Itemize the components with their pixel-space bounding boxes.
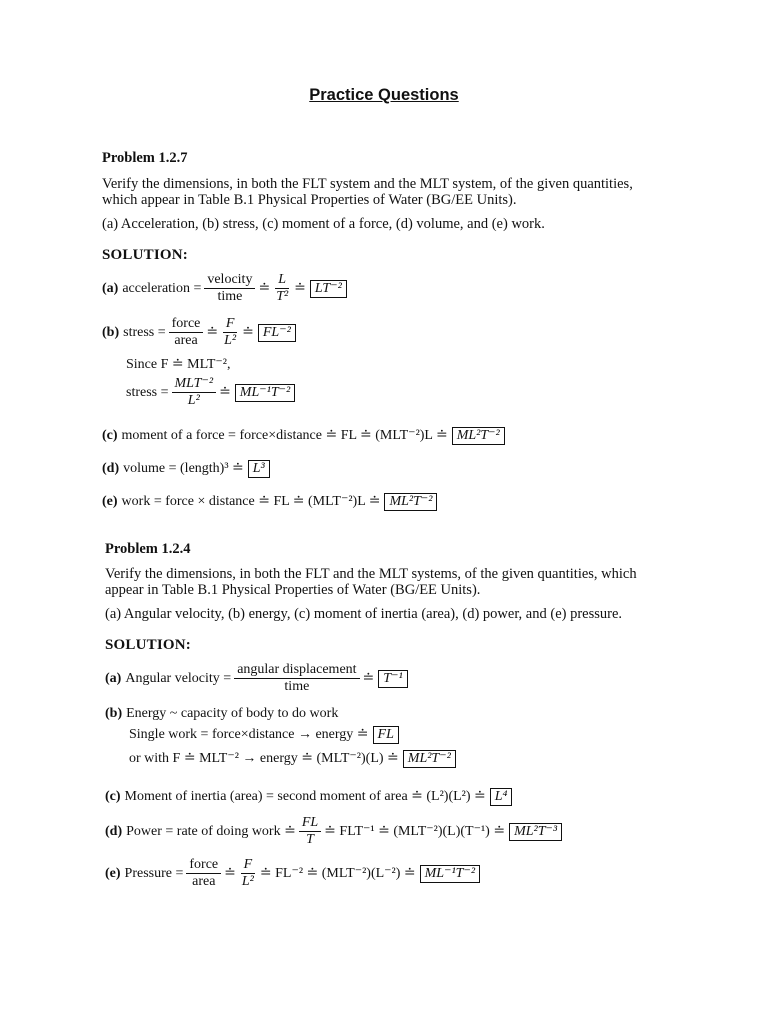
- solution-c: [105, 788, 512, 806]
- solution-e: [102, 493, 437, 511]
- result-box: ML²T⁻²: [384, 493, 437, 511]
- solution-b-since: Since F ≐ MLT⁻²,: [126, 357, 231, 372]
- result-box: ML²T⁻³: [509, 823, 562, 841]
- equation-expression: moment of a force = force×distance ≐ FL ≐ (MLT⁻²)L ≐: [121, 428, 448, 443]
- equation-lhs: stress =: [123, 324, 166, 340]
- result-box: ML⁻¹T⁻²: [420, 865, 480, 883]
- page-title: Practice Questions: [309, 86, 459, 104]
- equation-lhs: acceleration =: [122, 280, 202, 296]
- equation-expression: ≐ FL⁻² ≐ (MLT⁻²)(L⁻²) ≐: [259, 865, 416, 881]
- problem-heading: Problem 1.2.4: [105, 541, 191, 557]
- problem-statement: Verify the dimensions, in both the FLT and the MLT systems, of the given quantities, which appear in Table B.1 Physical Properties of Water (BG/EE Units).: [105, 566, 637, 598]
- equation-lhs: Power = rate of doing work ≐: [126, 823, 296, 839]
- result-box: ML²T⁻²: [403, 750, 456, 768]
- equation-expression: volume = (length)³ ≐: [123, 461, 244, 476]
- part-label: (a): [105, 670, 122, 686]
- part-label: (a): [102, 280, 119, 296]
- solution-heading: SOLUTION:: [102, 247, 188, 263]
- solution-d: [105, 816, 562, 847]
- fraction: $\frac{\text{MLT⁻²}}{\text{L²}}$: [172, 377, 217, 408]
- part-label: (e): [102, 494, 118, 509]
- equation-lhs: Pressure =: [124, 865, 184, 881]
- result-box: ML²T⁻²: [452, 427, 505, 445]
- result-box: FL: [373, 726, 399, 744]
- solution-a: (a) acceleration = $\frac{\text{velocity}}{\text{time}}$ ≐ $\frac{L}{\text{T²}}$ ≐ LT⁻²: [102, 273, 347, 304]
- fraction: $\frac{\text{velocity}}{\text{time}}$: [204, 273, 255, 304]
- problem-parts: (a) Angular velocity, (b) energy, (c) moment of inertia (area), (d) power, and (e) pressure.: [105, 606, 623, 622]
- result-box: L³: [248, 460, 270, 478]
- problem-parts: (a) Acceleration, (b) stress, (c) moment of a force, (d) volume, and (e) work.: [102, 216, 545, 232]
- result-box: LT⁻²: [310, 280, 347, 298]
- result-box: L⁴: [490, 788, 513, 806]
- equation-expression: ≐ FLT⁻¹ ≐ (MLT⁻²)(L)(T⁻¹) ≐: [324, 823, 506, 839]
- fraction: $\frac{\text{force}}{\text{area}}$: [186, 858, 221, 889]
- part-label: (c): [102, 428, 118, 443]
- fraction: $\frac{\text{angular displacement}}{\text{time}}$: [234, 663, 359, 694]
- solution-d: [102, 460, 270, 478]
- solution-c: [102, 427, 505, 445]
- part-label: (b): [105, 706, 123, 721]
- result-box: ML⁻¹T⁻²: [235, 384, 295, 402]
- equation-lhs: stress =: [126, 384, 169, 400]
- solution-heading: SOLUTION:: [105, 637, 191, 653]
- problem-statement: Verify the dimensions, in both the FLT system and the MLT system, of the given quantities, which appear in Table B.1 Physical Properties of Water (BG/EE Units).: [102, 176, 633, 208]
- solution-e: (e) Pressure = $\frac{\text{force}}{\text{area}}$ ≐ $\frac{F}{\text{L²}}$ ≐ FL⁻² ≐ (MLT⁻²)(L⁻²) ≐ ML⁻¹T⁻²: [105, 858, 480, 889]
- part-label: (e): [105, 865, 121, 881]
- solution-b: (b) stress = $\frac{\text{force}}{\text{area}}$ ≐ $\frac{F}{\text{L²}}$ ≐ FL⁻²: [102, 317, 296, 348]
- equation-expression: work = force × distance ≐ FL ≐ (MLT⁻²)L ≐: [121, 494, 381, 509]
- part-label: (d): [105, 823, 123, 839]
- solution-b: (b) Energy ~ capacity of body to do work: [105, 706, 339, 721]
- solution-b-line2: Single work = force×distance → energy ≐ FL: [129, 726, 399, 744]
- solution-b-mlt: stress = $\frac{\text{MLT⁻²}}{\text{L²}}$ ≐ ML⁻¹T⁻²: [126, 377, 295, 408]
- solution-b-line3: or with F ≐ MLT⁻² → energy ≐ (MLT⁻²)(L) ≐ ML²T⁻²: [129, 750, 456, 768]
- part-label: (d): [102, 461, 120, 476]
- part-label: (b): [102, 324, 120, 340]
- result-box: FL⁻²: [258, 324, 296, 342]
- part-label: (c): [105, 789, 121, 804]
- solution-a: (a) Angular velocity = $\frac{\text{angular displacement}}{\text{time}}$ ≐ T⁻¹: [105, 663, 408, 694]
- fraction: $\frac{F}{\text{L²}}$: [224, 316, 237, 348]
- result-box: T⁻¹: [378, 670, 407, 688]
- fraction: $\frac{FL}{T}$: [299, 816, 321, 847]
- problem-heading: Problem 1.2.7: [102, 150, 188, 166]
- fraction: $\frac{F}{\text{L²}}$: [241, 857, 254, 889]
- equation-expression: Moment of inertia (area) = second moment of area ≐ (L²)(L²) ≐: [124, 789, 486, 804]
- equation-lhs: Angular velocity =: [125, 670, 232, 686]
- fraction: $\frac{\text{force}}{\text{area}}$: [169, 317, 204, 348]
- fraction: $\frac{L}{\text{T²}}$: [276, 272, 289, 304]
